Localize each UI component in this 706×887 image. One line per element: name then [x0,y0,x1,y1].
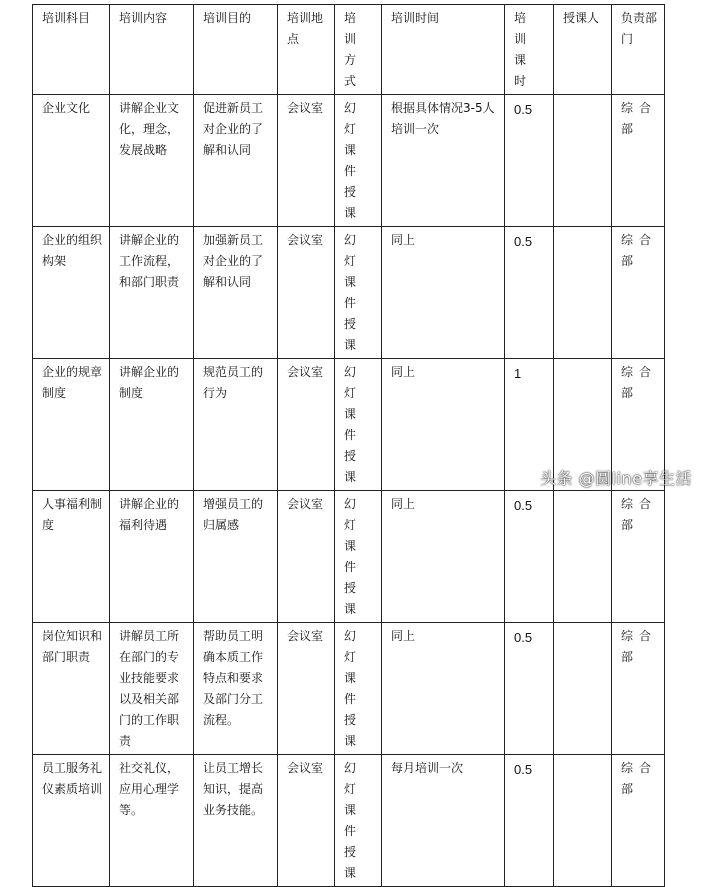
header-department: 负责部门 [612,5,665,95]
cell-content: 讲解企业文化，理念，发展战略 [110,95,194,227]
cell-hours: 1 [505,359,554,491]
table-row [33,95,665,227]
cell-content: 讲解企业的工作流程，和部门职责 [110,227,194,359]
cell-time: 同上 [382,359,505,491]
cell-department: 综合部 [612,95,665,227]
table-row [33,623,665,755]
cell-location: 会议室 [278,95,335,227]
cell-content: 讲解企业的福利待遇 [110,491,194,623]
cell-hours: 0.5 [505,623,554,755]
cell-purpose: 让员工增长知识，提高业务技能。 [194,755,278,887]
cell-subject: 员工服务礼仪素质培训 [33,755,110,887]
cell-hours: 0.5 [505,95,554,227]
cell-time: 同上 [382,227,505,359]
cell-content: 讲解员工所在部门的专业技能要求以及相关部门的工作职责 [110,623,194,755]
header-method: 培训方式 [335,5,382,95]
cell-subject: 企业文化 [33,95,110,227]
cell-time: 每月培训一次 [382,755,505,887]
cell-subject: 企业的组织构架 [33,227,110,359]
cell-department: 综合部 [612,227,665,359]
cell-purpose: 帮助员工明确本质工作特点和要求及部门分工流程。 [194,623,278,755]
cell-method: 幻灯课件授课 [335,95,382,227]
header-content: 培训内容 [110,5,194,95]
cell-method: 幻灯课件授课 [335,227,382,359]
header-row [33,5,665,95]
cell-department: 综合部 [612,359,665,491]
cell-hours: 0.5 [505,491,554,623]
cell-purpose: 加强新员工对企业的了解和认同 [194,227,278,359]
cell-purpose: 增强员工的归属感 [194,491,278,623]
cell-subject: 人事福利制度 [33,491,110,623]
cell-department: 综合部 [612,623,665,755]
cell-purpose: 规范员工的行为 [194,359,278,491]
cell-subject: 企业的规章制度 [33,359,110,491]
cell-location: 会议室 [278,491,335,623]
header-purpose: 培训目的 [194,5,278,95]
cell-method: 幻灯课件授课 [335,491,382,623]
table-row [33,755,665,887]
cell-purpose: 促进新员工对企业的了解和认同 [194,95,278,227]
header-time: 培训时间 [382,5,505,95]
cell-department: 综合部 [612,755,665,887]
cell-time: 同上 [382,623,505,755]
cell-hours: 0.5 [505,227,554,359]
header-subject: 培训科目 [33,5,110,95]
table-row [33,491,665,623]
cell-location: 会议室 [278,755,335,887]
cell-lecturer [554,491,612,623]
cell-lecturer [554,227,612,359]
header-hours: 培训课时 [505,5,554,95]
header-location: 培训地点 [278,5,335,95]
cell-method: 幻灯课件授课 [335,623,382,755]
cell-location: 会议室 [278,227,335,359]
cell-lecturer [554,95,612,227]
header-lecturer: 授课人 [554,5,612,95]
cell-content: 社交礼仪，应用心理学等。 [110,755,194,887]
cell-lecturer [554,623,612,755]
cell-lecturer [554,755,612,887]
cell-content: 讲解企业的制度 [110,359,194,491]
cell-subject: 岗位知识和部门职责 [33,623,110,755]
cell-time: 根据具体情况3-5人培训一次 [382,95,505,227]
cell-location: 会议室 [278,623,335,755]
cell-location: 会议室 [278,359,335,491]
training-plan-table [32,4,665,887]
cell-department: 综合部 [612,491,665,623]
cell-method: 幻灯课件授课 [335,755,382,887]
cell-hours: 0.5 [505,755,554,887]
table-row [33,227,665,359]
cell-time: 同上 [382,491,505,623]
cell-method: 幻灯课件授课 [335,359,382,491]
watermark: 头条 @圆line享生活 [540,469,692,488]
training-plan-table-container [32,4,664,887]
